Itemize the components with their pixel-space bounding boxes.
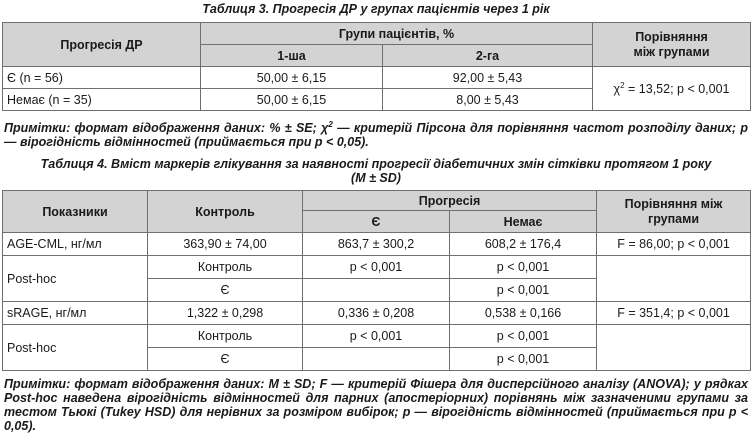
table3-row-yes-g2: 92,00 ± 5,43 xyxy=(383,67,593,89)
posthoc2-comparison-empty xyxy=(597,325,751,371)
table4-header-no: Немає xyxy=(450,211,597,233)
table3-header-comparison xyxy=(593,23,751,67)
table4-header-comparison-line2: групами xyxy=(647,211,700,226)
table-row xyxy=(3,233,751,256)
table-row xyxy=(3,256,751,279)
posthoc1-comparison-empty xyxy=(597,256,751,302)
srage-label: sRAGE, нг/мл xyxy=(3,302,148,325)
posthoc1-yes-yes-empty xyxy=(303,279,450,302)
table4-header-control: Контроль xyxy=(148,191,303,233)
srage-comparison: F = 351,4; p < 0,001 xyxy=(597,302,751,325)
table3-row-no-g1: 50,00 ± 6,15 xyxy=(201,89,383,111)
posthoc1-control-yes: p < 0,001 xyxy=(303,256,450,279)
posthoc2-control-no: p < 0,001 xyxy=(450,325,597,348)
table-row xyxy=(3,325,751,348)
posthoc1-label: Post-hoc xyxy=(3,256,148,302)
table3-row-yes-g1: 50,00 ± 6,15 xyxy=(201,67,383,89)
posthoc2-yes-yes-empty xyxy=(303,348,450,371)
posthoc1-sub-control: Контроль xyxy=(148,256,303,279)
table-row xyxy=(3,67,751,89)
table3-note: Примітки: формат відображення даних: % ± SE; $\chi^2$ — критерій Пірсона для порівняння частот розподілу даних; p — вірогідність відмінностей (приймається при p < 0,05). xyxy=(4,120,748,150)
table4-header-indicators: Показники xyxy=(3,191,148,233)
table3-header-progression: Прогресія ДР xyxy=(3,23,201,67)
posthoc2-sub-yes: Є xyxy=(148,348,303,371)
table3-header-group2: 2-га xyxy=(383,45,593,67)
age-cml-comparison: F = 86,00; p < 0,001 xyxy=(597,233,751,256)
srage-control: 1,322 ± 0,298 xyxy=(148,302,303,325)
table3-row-yes-label: Є (n = 56) xyxy=(3,67,201,89)
table4-title-line1: Таблиця 4. Вміст маркерів глікування за наявності прогресії діабетичних змін сітківки протягом 1 року xyxy=(40,157,712,171)
age-cml-no: 608,2 ± 176,4 xyxy=(450,233,597,256)
table4-header-yes: Є xyxy=(303,211,450,233)
srage-no: 0,538 ± 0,166 xyxy=(450,302,597,325)
age-cml-yes: 863,7 ± 300,2 xyxy=(303,233,450,256)
posthoc1-sub-yes: Є xyxy=(148,279,303,302)
table4 xyxy=(2,190,751,371)
posthoc1-yes-no: p < 0,001 xyxy=(450,279,597,302)
table4-header-comparison xyxy=(597,191,751,233)
age-cml-control: 363,90 ± 74,00 xyxy=(148,233,303,256)
posthoc2-sub-control: Контроль xyxy=(148,325,303,348)
table3-row-no-g2: 8,00 ± 5,43 xyxy=(383,89,593,111)
table3-title: Таблиця 3. Прогресія ДР у групах пацієнтів через 1 рік xyxy=(202,2,550,16)
table4-note: Примітки: формат відображення даних: M ± SD; F — критерій Фішера для дисперсійного аналізу (ANOVA); у рядках Post-hoc наведена вірогідність відмінностей для парних (апостеріорних) порівнянь між зазначеними групами за тестом Тьюкі (Tukey HSD) для нерівних за розміром вибірок; p — вірогідність відмінностей (приймається при p < 0,05). xyxy=(4,377,748,433)
table3-row-no-label: Немає (n = 35) xyxy=(3,89,201,111)
posthoc2-label: Post-hoc xyxy=(3,325,148,371)
srage-yes: 0,336 ± 0,208 xyxy=(303,302,450,325)
table4-header-comparison-line1: Порівняння між xyxy=(624,196,723,211)
table3-header-comparison-line1: Порівняння xyxy=(635,29,708,44)
table3-header-group1: 1-ша xyxy=(201,45,383,67)
table3-header-comparison-line2: між групами xyxy=(633,44,710,59)
table3-comparison-value: $\chi^2 = 13,52$; p < 0,001 xyxy=(593,67,751,111)
posthoc2-yes-no: p < 0,001 xyxy=(450,348,597,371)
table3 xyxy=(2,22,751,111)
posthoc1-control-no: p < 0,001 xyxy=(450,256,597,279)
table4-title-line2: (M ± SD) xyxy=(351,171,401,185)
table-row xyxy=(3,302,751,325)
posthoc2-control-yes: p < 0,001 xyxy=(303,325,450,348)
table3-header-groups: Групи пацієнтів, % xyxy=(201,23,593,45)
age-cml-label: AGE-CML, нг/мл xyxy=(3,233,148,256)
table4-header-progression: Прогресія xyxy=(303,191,597,211)
